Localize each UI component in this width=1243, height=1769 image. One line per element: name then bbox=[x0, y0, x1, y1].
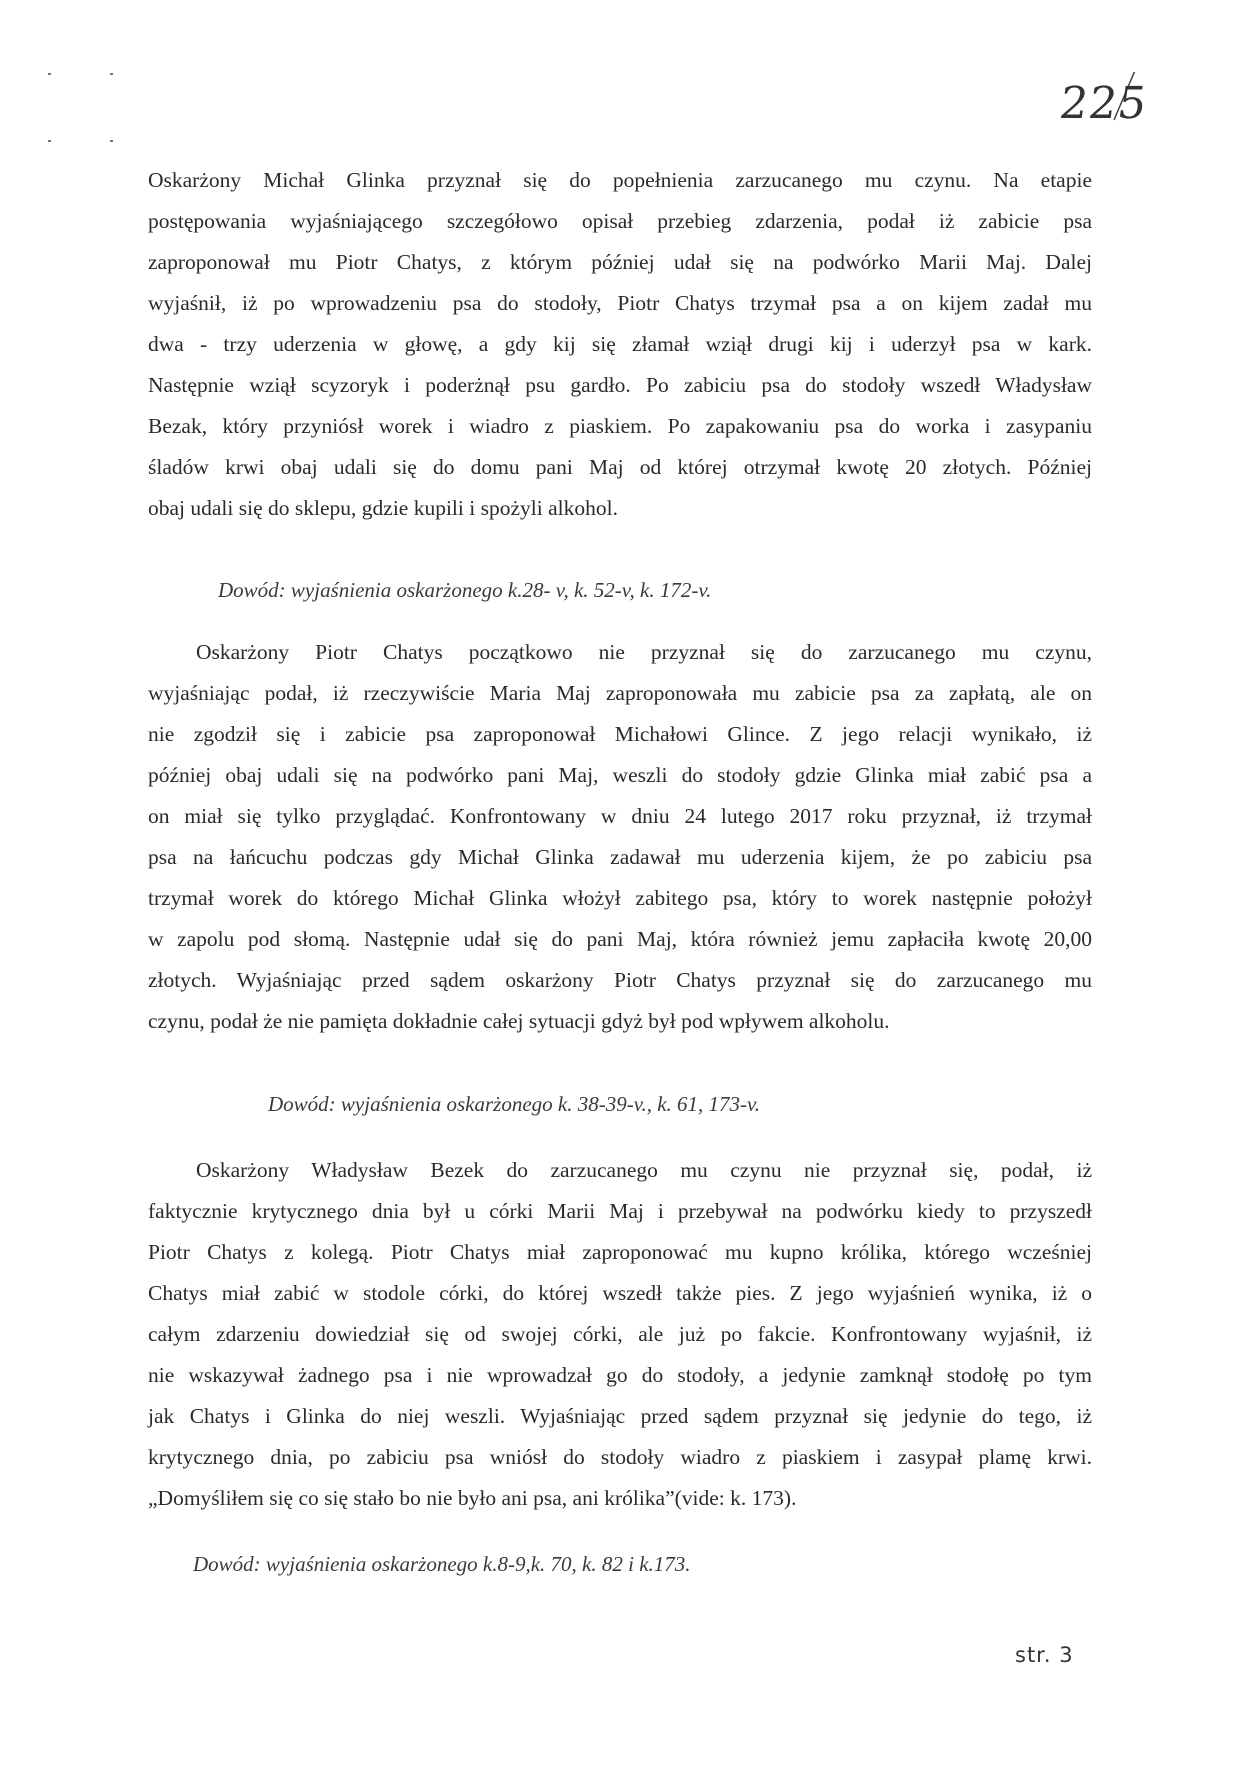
paragraph-line: nie wskazywał żadnego psa i nie wprowadzał go do stodoły, a jedynie zamknął stodołę po tym bbox=[148, 1363, 1092, 1387]
paragraph-line: Następnie wziął scyzoryk i poderżnął psu gardło. Po zabiciu psa do stodoły wszedł Władysław bbox=[148, 373, 1092, 397]
paragraph-line: wyjaśniając podał, iż rzeczywiście Maria Maj zaproponowała mu zabicie psa za zapłatą, ale on bbox=[148, 681, 1092, 705]
paragraph-line: złotych. Wyjaśniając przed sądem oskarżony Piotr Chatys przyznał się do zarzucanego mu bbox=[148, 968, 1092, 992]
paragraph-line: później obaj udali się na podwórko pani Maj, weszli do stodoły gdzie Glinka miał zabić psa a bbox=[148, 763, 1092, 787]
evidence-citation: Dowód: wyjaśnienia oskarżonego k. 38-39-v., k. 61, 173-v. bbox=[268, 1092, 761, 1116]
evidence-citation: Dowód: wyjaśnienia oskarżonego k.8-9,k. 70, k. 82 i k.173. bbox=[193, 1552, 691, 1576]
paragraph-line: krytycznego dnia, po zabiciu psa wniósł do stodoły wiadro z piaskiem i zasypał plamę krwi. bbox=[148, 1445, 1092, 1469]
margin-mark bbox=[48, 140, 51, 142]
paragraph-line: wyjaśnił, iż po wprowadzeniu psa do stodoły, Piotr Chatys trzymał psa a on kijem zadał mu bbox=[148, 291, 1092, 315]
paragraph-line: Oskarżony Piotr Chatys początkowo nie przyznał się do zarzucanego mu czynu, bbox=[196, 640, 1092, 664]
paragraph-line: w zapolu pod słomą. Następnie udał się do pani Maj, która również jemu zapłaciła kwotę 20,00 bbox=[148, 927, 1092, 951]
paragraph-line: jak Chatys i Glinka do niej weszli. Wyjaśniając przed sądem przyznał się jedynie do tego, iż bbox=[148, 1404, 1092, 1428]
paragraph-line: Oskarżony Władysław Bezek do zarzucanego mu czynu nie przyznał się, podał, iż bbox=[196, 1158, 1092, 1182]
paragraph-line: Oskarżony Michał Glinka przyznał się do popełnienia zarzucanego mu czynu. Na etapie bbox=[148, 168, 1092, 192]
margin-mark bbox=[110, 140, 113, 142]
paragraph-line: obaj udali się do sklepu, gdzie kupili i spożyli alkohol. bbox=[148, 496, 618, 520]
paragraph-line: zaproponował mu Piotr Chatys, z którym później udał się na podwórko Marii Maj. Dalej bbox=[148, 250, 1092, 274]
paragraph-line: Piotr Chatys z kolegą. Piotr Chatys miał zaproponować mu kupno królika, którego wcześniej bbox=[148, 1240, 1092, 1264]
paragraph-line: Bezak, który przyniósł worek i wiadro z piaskiem. Po zapakowaniu psa do worka i zasypaniu bbox=[148, 414, 1092, 438]
margin-mark bbox=[110, 73, 113, 75]
paragraph-line: trzymał worek do którego Michał Glinka włożył zabitego psa, który to worek następnie położył bbox=[148, 886, 1092, 910]
paragraph-line: całym zdarzeniu dowiedział się od swojej córki, ale już po fakcie. Konfrontowany wyjaśnił, iż bbox=[148, 1322, 1092, 1346]
paragraph-line: psa na łańcuchu podczas gdy Michał Glinka zadawał mu uderzenia kijem, że po zabiciu psa bbox=[148, 845, 1092, 869]
paragraph-line: dwa - trzy uderzenia w głowę, a gdy kij się złamał wziął drugi kij i uderzył psa w kark. bbox=[148, 332, 1092, 356]
paragraph-line: faktycznie krytycznego dnia był u córki Marii Maj i przebywał na podwórku kiedy to przyszedł bbox=[148, 1199, 1092, 1223]
paragraph-line: czynu, podał że nie pamięta dokładnie całej sytuacji gdyż był pod wpływem alkoholu. bbox=[148, 1009, 890, 1033]
paragraph-line: Chatys miał zabić w stodole córki, do której wszedł także pies. Z jego wyjaśnień wynika, iż o bbox=[148, 1281, 1092, 1305]
paragraph-line: on miał się tylko przyglądać. Konfrontowany w dniu 24 lutego 2017 roku przyznał, iż trzymał bbox=[148, 804, 1092, 828]
paragraph-bezek bbox=[148, 1150, 1092, 1519]
handwritten-page-number bbox=[1056, 72, 1151, 142]
paragraph-line: nie zgodził się i zabicie psa zaproponował Michałowi Glince. Z jego relacji wynikało, iż bbox=[148, 722, 1092, 746]
page-number-text: 225 bbox=[1056, 78, 1151, 129]
paragraph-line: „Domyśliłem się co się stało bo nie było ani psa, ani królika”(vide: k. 173). bbox=[148, 1486, 797, 1510]
page-footer-number: str. 3 bbox=[1015, 1643, 1074, 1667]
paragraph-chatys bbox=[148, 632, 1092, 1042]
evidence-citation: Dowód: wyjaśnienia oskarżonego k.28- v, k. 52-v, k. 172-v. bbox=[218, 578, 712, 602]
paragraph-glinka bbox=[148, 160, 1092, 529]
paragraph-line: postępowania wyjaśniającego szczegółowo opisał przebieg zdarzenia, podał iż zabicie psa bbox=[148, 209, 1092, 233]
margin-mark bbox=[48, 73, 51, 75]
paragraph-line: śladów krwi obaj udali się do domu pani Maj od której otrzymał kwotę 20 złotych. Później bbox=[148, 455, 1092, 479]
